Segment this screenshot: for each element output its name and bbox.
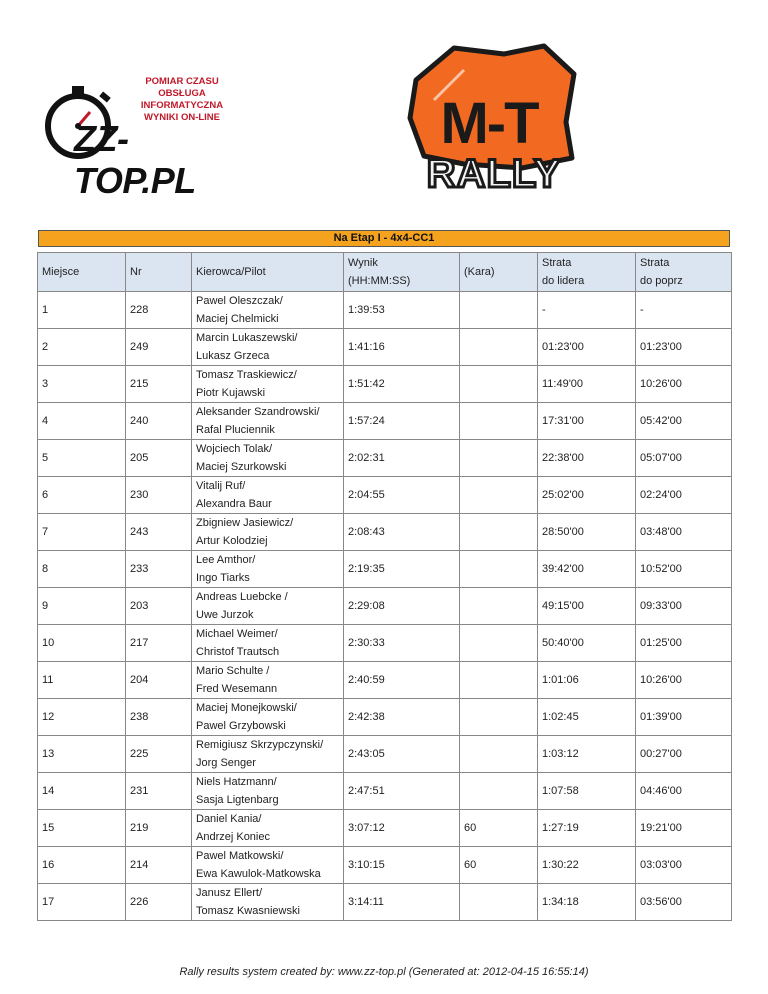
codriver-name: Rafal Pluciennik bbox=[196, 424, 275, 436]
cell-gap-prev: 10:26'00 bbox=[636, 662, 732, 699]
codriver-name: Ingo Tiarks bbox=[196, 572, 250, 584]
codriver-name: Sasja Ligtenbarg bbox=[196, 794, 279, 806]
cell-gap-leader: 1:07:58 bbox=[538, 773, 636, 810]
cell-result: 3:10:15 bbox=[344, 847, 460, 884]
cell-gap-prev: 04:46'00 bbox=[636, 773, 732, 810]
results-table bbox=[37, 252, 732, 921]
col-result-unit: (HH:MM:SS) bbox=[348, 275, 411, 287]
codriver-name: Alexandra Baur bbox=[196, 498, 272, 510]
cell-result: 2:04:55 bbox=[344, 477, 460, 514]
cell-gap-prev: 03:56'00 bbox=[636, 884, 732, 921]
cell-gap-leader: - bbox=[538, 292, 636, 329]
table-row bbox=[38, 477, 732, 514]
driver-name: Michael Weimer/ bbox=[196, 628, 278, 640]
cell-result: 2:29:08 bbox=[344, 588, 460, 625]
driver-name: Maciej Monejkowski/ bbox=[196, 702, 297, 714]
cell-place: 15 bbox=[38, 810, 126, 847]
cell-nr: 249 bbox=[126, 329, 192, 366]
col-place-label: Miejsce bbox=[42, 266, 80, 278]
cell-gap-prev: - bbox=[636, 292, 732, 329]
zz-top-brand: ZZ-TOP.PL bbox=[74, 118, 196, 201]
cell-gap-prev: 03:48'00 bbox=[636, 514, 732, 551]
table-row bbox=[38, 514, 732, 551]
cell-place: 6 bbox=[38, 477, 126, 514]
cell-place: 10 bbox=[38, 625, 126, 662]
cell-gap-prev: 09:33'00 bbox=[636, 588, 732, 625]
col-gap-leader-sub: do lidera bbox=[542, 275, 585, 287]
cell-gap-prev: 01:39'00 bbox=[636, 699, 732, 736]
cell-place: 16 bbox=[38, 847, 126, 884]
cell-driver bbox=[192, 514, 344, 551]
cell-driver bbox=[192, 292, 344, 329]
codriver-name: Andrzej Koniec bbox=[196, 831, 270, 843]
driver-name: Niels Hatzmann/ bbox=[196, 776, 277, 788]
cell-penalty bbox=[460, 588, 538, 625]
cell-nr: 233 bbox=[126, 551, 192, 588]
cell-penalty bbox=[460, 736, 538, 773]
cell-driver bbox=[192, 625, 344, 662]
cell-penalty: 60 bbox=[460, 847, 538, 884]
cell-gap-prev: 05:42'00 bbox=[636, 403, 732, 440]
codriver-name: Fred Wesemann bbox=[196, 683, 278, 695]
cell-penalty bbox=[460, 292, 538, 329]
driver-name: Mario Schulte / bbox=[196, 665, 270, 677]
cell-gap-leader: 1:03:12 bbox=[538, 736, 636, 773]
cell-result: 1:39:53 bbox=[344, 292, 460, 329]
driver-name: Lee Amthor/ bbox=[196, 554, 256, 566]
cell-gap-leader: 1:02:45 bbox=[538, 699, 636, 736]
cell-result: 2:08:43 bbox=[344, 514, 460, 551]
cell-nr: 225 bbox=[126, 736, 192, 773]
codriver-name: Pawel Grzybowski bbox=[196, 720, 286, 732]
cell-place: 8 bbox=[38, 551, 126, 588]
cell-gap-leader: 17:31'00 bbox=[538, 403, 636, 440]
cell-driver bbox=[192, 847, 344, 884]
table-row bbox=[38, 810, 732, 847]
cell-place: 9 bbox=[38, 588, 126, 625]
cell-place: 7 bbox=[38, 514, 126, 551]
table-row bbox=[38, 625, 732, 662]
tagline-line: OBSŁUGA INFORMATYCZNA bbox=[140, 88, 224, 111]
cell-gap-leader: 1:01:06 bbox=[538, 662, 636, 699]
tagline-line: WYNIKI ON-LINE bbox=[144, 112, 220, 123]
cell-penalty bbox=[460, 551, 538, 588]
cell-gap-leader: 50:40'00 bbox=[538, 625, 636, 662]
table-row bbox=[38, 588, 732, 625]
col-gap-prev-sub: do poprz bbox=[640, 275, 683, 287]
driver-name: Janusz Ellert/ bbox=[196, 887, 263, 899]
codriver-name: Piotr Kujawski bbox=[196, 387, 266, 399]
driver-name: Remigiusz Skrzypczynski/ bbox=[196, 739, 324, 751]
driver-name: Zbigniew Jasiewicz/ bbox=[196, 517, 294, 529]
cell-result: 2:40:59 bbox=[344, 662, 460, 699]
cell-result: 2:30:33 bbox=[344, 625, 460, 662]
cell-nr: 238 bbox=[126, 699, 192, 736]
cell-place: 1 bbox=[38, 292, 126, 329]
cell-driver bbox=[192, 736, 344, 773]
cell-gap-prev: 19:21'00 bbox=[636, 810, 732, 847]
footer-credit: Rally results system created by: www.zz-top.pl (Generated at: 2012-04-15 16:55:14) bbox=[179, 966, 589, 978]
codriver-name: Maciej Szurkowski bbox=[196, 461, 287, 473]
cell-nr: 219 bbox=[126, 810, 192, 847]
table-row bbox=[38, 884, 732, 921]
codriver-name: Ewa Kawulok-Matkowska bbox=[196, 868, 321, 880]
table-row bbox=[38, 366, 732, 403]
cell-place: 13 bbox=[38, 736, 126, 773]
cell-driver bbox=[192, 662, 344, 699]
table-header-row bbox=[38, 253, 732, 292]
codriver-name: Uwe Jurzok bbox=[196, 609, 254, 621]
cell-place: 5 bbox=[38, 440, 126, 477]
cell-gap-prev: 10:52'00 bbox=[636, 551, 732, 588]
cell-nr: 243 bbox=[126, 514, 192, 551]
cell-result: 2:19:35 bbox=[344, 551, 460, 588]
cell-gap-leader: 28:50'00 bbox=[538, 514, 636, 551]
cell-gap-leader: 01:23'00 bbox=[538, 329, 636, 366]
cell-nr: 240 bbox=[126, 403, 192, 440]
table-row bbox=[38, 773, 732, 810]
col-driver-label: Kierowca/Pilot bbox=[196, 266, 266, 278]
cell-result: 3:14:11 bbox=[344, 884, 460, 921]
driver-name: Tomasz Traskiewicz/ bbox=[196, 369, 297, 381]
driver-name: Daniel Kania/ bbox=[196, 813, 262, 825]
cell-result: 1:57:24 bbox=[344, 403, 460, 440]
cell-penalty bbox=[460, 625, 538, 662]
mt-rally-logo bbox=[394, 40, 594, 200]
col-gap-prev bbox=[636, 253, 732, 292]
cell-driver bbox=[192, 773, 344, 810]
col-penalty bbox=[460, 253, 538, 292]
cell-result: 2:02:31 bbox=[344, 440, 460, 477]
cell-penalty: 60 bbox=[460, 810, 538, 847]
cell-nr: 205 bbox=[126, 440, 192, 477]
cell-penalty bbox=[460, 773, 538, 810]
cell-penalty bbox=[460, 662, 538, 699]
cell-place: 17 bbox=[38, 884, 126, 921]
cell-gap-leader: 25:02'00 bbox=[538, 477, 636, 514]
col-gap-leader-label: Strata bbox=[542, 257, 572, 269]
cell-nr: 228 bbox=[126, 292, 192, 329]
cell-place: 2 bbox=[38, 329, 126, 366]
cell-penalty bbox=[460, 699, 538, 736]
driver-name: Vitalij Ruf/ bbox=[196, 480, 246, 492]
cell-driver bbox=[192, 588, 344, 625]
cell-nr: 217 bbox=[126, 625, 192, 662]
col-penalty-label: (Kara) bbox=[464, 266, 495, 278]
cell-gap-leader: 1:30:22 bbox=[538, 847, 636, 884]
cell-driver bbox=[192, 440, 344, 477]
table-row bbox=[38, 403, 732, 440]
cell-gap-prev: 05:07'00 bbox=[636, 440, 732, 477]
codriver-name: Tomasz Kwasniewski bbox=[196, 905, 300, 917]
cell-gap-leader: 11:49'00 bbox=[538, 366, 636, 403]
col-gap-prev-label: Strata bbox=[640, 257, 670, 269]
cell-gap-prev: 03:03'00 bbox=[636, 847, 732, 884]
cell-penalty bbox=[460, 440, 538, 477]
codriver-name: Christof Trautsch bbox=[196, 646, 280, 658]
cell-result: 2:42:38 bbox=[344, 699, 460, 736]
zz-top-logo bbox=[38, 76, 248, 201]
driver-name: Aleksander Szandrowski/ bbox=[196, 406, 320, 418]
cell-driver bbox=[192, 366, 344, 403]
cell-result: 1:41:16 bbox=[344, 329, 460, 366]
col-driver bbox=[192, 253, 344, 292]
cell-gap-prev: 00:27'00 bbox=[636, 736, 732, 773]
cell-place: 11 bbox=[38, 662, 126, 699]
driver-name: Marcin Lukaszewski/ bbox=[196, 332, 298, 344]
cell-gap-prev: 01:25'00 bbox=[636, 625, 732, 662]
cell-driver bbox=[192, 403, 344, 440]
table-row bbox=[38, 847, 732, 884]
cell-driver bbox=[192, 551, 344, 588]
cell-penalty bbox=[460, 366, 538, 403]
cell-driver bbox=[192, 699, 344, 736]
cell-nr: 230 bbox=[126, 477, 192, 514]
cell-gap-leader: 49:15'00 bbox=[538, 588, 636, 625]
rally-logo-text: RALLY bbox=[426, 152, 562, 196]
cell-penalty bbox=[460, 884, 538, 921]
table-row bbox=[38, 699, 732, 736]
tagline-line: POMIAR CZASU bbox=[145, 76, 219, 87]
cell-nr: 226 bbox=[126, 884, 192, 921]
zz-top-tagline bbox=[120, 76, 244, 124]
cell-penalty bbox=[460, 514, 538, 551]
cell-nr: 214 bbox=[126, 847, 192, 884]
cell-result: 2:47:51 bbox=[344, 773, 460, 810]
cell-result: 2:43:05 bbox=[344, 736, 460, 773]
stage-title: Na Etap I - 4x4-CC1 bbox=[38, 230, 730, 247]
cell-driver bbox=[192, 477, 344, 514]
cell-nr: 215 bbox=[126, 366, 192, 403]
col-result bbox=[344, 253, 460, 292]
driver-name: Wojciech Tolak/ bbox=[196, 443, 273, 455]
mt-logo-text: M-T bbox=[440, 91, 538, 156]
cell-gap-prev: 01:23'00 bbox=[636, 329, 732, 366]
cell-gap-leader: 1:34:18 bbox=[538, 884, 636, 921]
cell-place: 14 bbox=[38, 773, 126, 810]
cell-penalty bbox=[460, 403, 538, 440]
col-nr-label: Nr bbox=[130, 266, 142, 278]
driver-name: Pawel Matkowski/ bbox=[196, 850, 284, 862]
cell-penalty bbox=[460, 329, 538, 366]
cell-gap-prev: 10:26'00 bbox=[636, 366, 732, 403]
table-row bbox=[38, 662, 732, 699]
cell-nr: 203 bbox=[126, 588, 192, 625]
cell-driver bbox=[192, 329, 344, 366]
cell-place: 3 bbox=[38, 366, 126, 403]
codriver-name: Artur Kolodziej bbox=[196, 535, 268, 547]
cell-gap-prev: 02:24'00 bbox=[636, 477, 732, 514]
cell-result: 1:51:42 bbox=[344, 366, 460, 403]
table-row bbox=[38, 736, 732, 773]
cell-gap-leader: 39:42'00 bbox=[538, 551, 636, 588]
cell-gap-leader: 22:38'00 bbox=[538, 440, 636, 477]
table-row bbox=[38, 551, 732, 588]
cell-driver bbox=[192, 884, 344, 921]
col-nr bbox=[126, 253, 192, 292]
codriver-name: Lukasz Grzeca bbox=[196, 350, 270, 362]
codriver-name: Jorg Senger bbox=[196, 757, 256, 769]
cell-place: 12 bbox=[38, 699, 126, 736]
cell-gap-leader: 1:27:19 bbox=[538, 810, 636, 847]
table-row bbox=[38, 440, 732, 477]
cell-driver bbox=[192, 810, 344, 847]
col-gap-leader bbox=[538, 253, 636, 292]
cell-penalty bbox=[460, 477, 538, 514]
table-row bbox=[38, 329, 732, 366]
codriver-name: Maciej Chelmicki bbox=[196, 313, 279, 325]
cell-nr: 204 bbox=[126, 662, 192, 699]
col-place bbox=[38, 253, 126, 292]
cell-result: 3:07:12 bbox=[344, 810, 460, 847]
table-row bbox=[38, 292, 732, 329]
driver-name: Pawel Oleszczak/ bbox=[196, 295, 283, 307]
col-result-label: Wynik bbox=[348, 257, 378, 269]
cell-place: 4 bbox=[38, 403, 126, 440]
cell-nr: 231 bbox=[126, 773, 192, 810]
driver-name: Andreas Luebcke / bbox=[196, 591, 288, 603]
